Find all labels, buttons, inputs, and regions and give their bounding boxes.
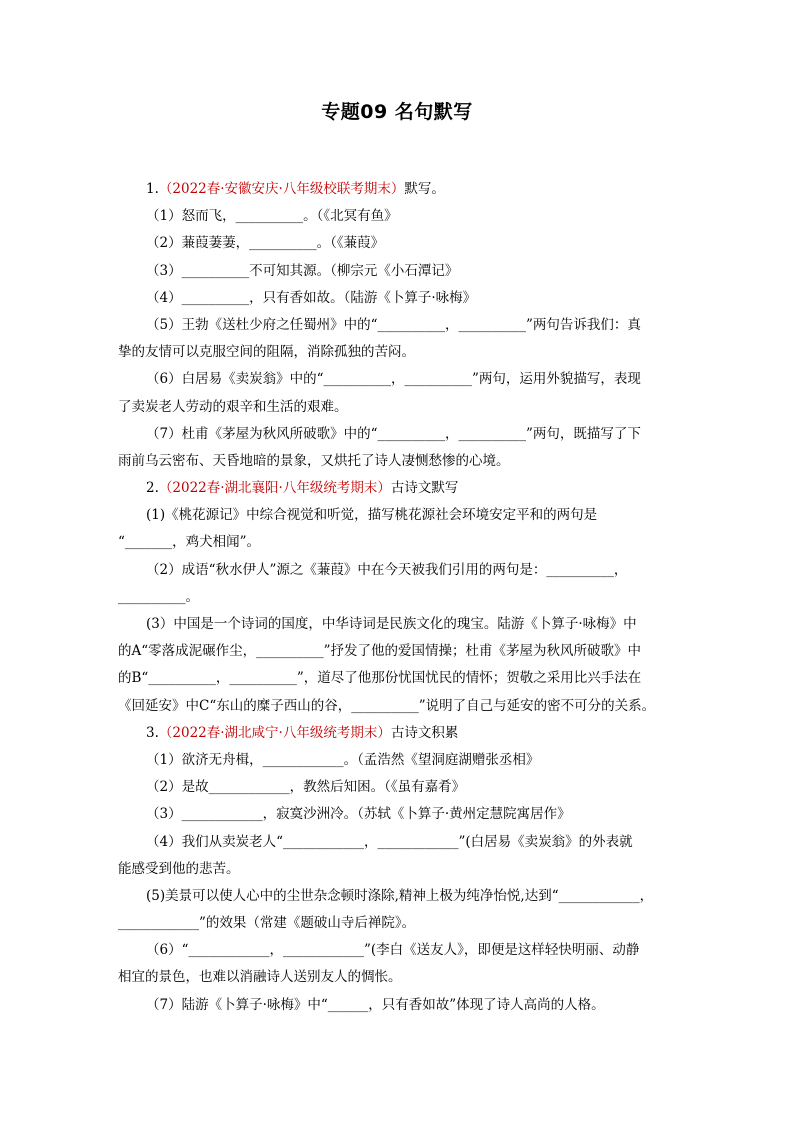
q2-line: （2）成语“秋水伊人”源之《蒹葭》中在今天被我们引用的两句是：__________，: [146, 561, 628, 578]
q3-source: （2022春·湖北咸宁·八年级统考期末）: [158, 724, 391, 741]
q2-line: (3）中国是一个诗词的国度，中华诗词是民族文化的瑰宝。陆游《卜算子·咏梅》中: [146, 616, 637, 632]
q1-line-continued: 雨前乌云密布、天昏地暗的景象，又烘托了诗人凄恻愁惨的心境。: [118, 452, 510, 469]
q2-header: [118, 475, 678, 502]
q1-line-continued: 挚的友情可以克服空间的阻隔，消除孤独的苦闷。: [118, 344, 415, 361]
q3-line: （6）“____________，____________”(李白《送友人》，即便是这样轻快明丽、动静: [146, 942, 640, 959]
q3-line: （3）____________，寂寞沙洲冷。（苏轼《卜算子·黄州定慧院寓居作》: [146, 806, 571, 823]
q2-line-continued: 的A“零落成泥碾作尘，__________”抒发了他的爱国情操；杜甫《茅屋为秋风所破歌》中: [118, 643, 642, 660]
q2-line-continued: “_______，鸡犬相闻”。: [118, 534, 261, 551]
q1-header: [118, 176, 678, 203]
q3-heading: 古诗文积累: [390, 724, 459, 741]
q3-line: （4）我们从卖炭老人“____________，____________”(白居易《卖炭翁》的外表就: [146, 833, 633, 850]
q1-line: （6）白居易《卖炭翁》中的“__________，__________”两句，运用外貌描写，表现: [146, 371, 641, 388]
q1-line: （3）__________不可知其源。（柳宗元《小石潭记》: [146, 262, 459, 279]
q3-line: （2）是故____________，教然后知困。（《虽有嘉肴》: [146, 779, 466, 796]
q1-number: 1.: [146, 181, 159, 197]
q3-header: [118, 720, 678, 747]
page-title: 专题09 名句默写: [321, 101, 473, 123]
q3-line: （1）欲济无舟楫，____________。（孟浩然《望洞庭湖赠张丞相》: [146, 751, 540, 768]
q1-line: （5）王勃《送杜少府之任蜀州》中的“__________，__________”两句告诉我们：真: [146, 316, 641, 333]
q3-line: （7）陆游《卜算子·咏梅》中“______，只有香如故”体现了诗人高尚的人格。: [146, 996, 605, 1013]
question-list: [118, 176, 678, 1019]
q1-line: （4）__________，只有香如故。（陆游《卜算子·咏梅》: [146, 289, 477, 306]
q2-line-continued: 的B“__________，__________”，道尽了他那份忧国忧民的情怀；贺敬之采用比兴手法在: [118, 670, 642, 687]
q1-line-continued: 了卖炭老人劳动的艰辛和生活的艰难。: [118, 398, 348, 415]
q2-number: 2.: [146, 480, 159, 497]
q3-number: 3.: [146, 724, 159, 741]
q1-line: （7）杜甫《茅屋为秋风所破歌》中的“__________，__________”两句，既描写了下: [146, 425, 641, 442]
q2-source: （2022春·湖北襄阳·八年级统考期末）: [158, 480, 391, 497]
q1-heading: 默写。: [404, 181, 445, 197]
q3-line: (5)美景可以使人心中的尘世杂念顿时涤除,精神上极为纯净怡悦,达到“____________，: [146, 887, 654, 904]
q3-line-continued: 能感受到他的悲苦。: [118, 860, 240, 877]
q2-heading: 古诗文默写: [390, 480, 459, 497]
q2-line-continued: __________。: [118, 588, 199, 605]
q1-line: （1）怒而飞，__________。（《北冥有鱼》: [146, 208, 398, 225]
q2-line-continued: 《回延安》中C“东山的糜子西山的谷，__________”说明了自己与延安的密不可分的关系。: [118, 697, 656, 714]
q1-source: （2022春·安徽安庆·八年级校联考期末）: [158, 181, 405, 197]
q1-line: （2）蒹葭萋萋，__________。（《蒹葭》: [146, 235, 385, 252]
q3-line-continued: 相宜的景色，也难以消融诗人送别友人的惆怅。: [118, 969, 402, 986]
q3-line-continued: ____________”的效果（常建《题破山寺后禅院》。: [118, 915, 416, 932]
q2-line: (1)《桃花源记》中综合视觉和听觉，描写桃花源社会环境安定平和的两句是: [146, 507, 598, 524]
